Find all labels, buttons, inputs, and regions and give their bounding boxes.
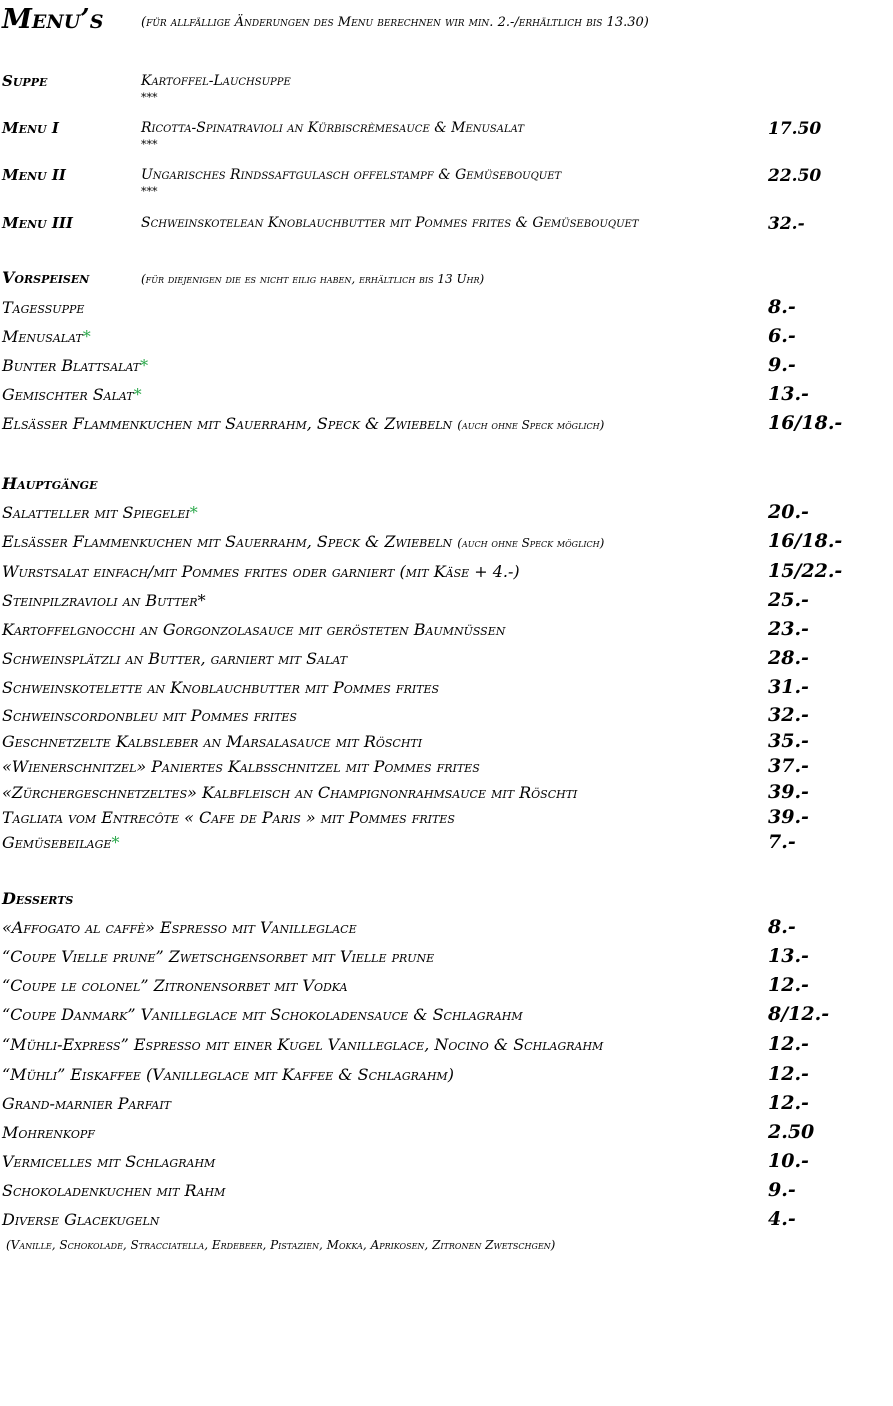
desserts-item-price: 2.50 xyxy=(768,1121,815,1143)
hauptgaenge-item xyxy=(2,783,577,802)
desserts-item-price: 4.- xyxy=(768,1208,796,1230)
hauptgaenge-item-price: 37.- xyxy=(768,755,809,777)
hauptgaenge-item-remark: (auch ohne Speck möglich) xyxy=(457,536,605,550)
menu-description: Kartoffel-Lauchsuppe xyxy=(141,73,291,89)
menu-label: Menu II xyxy=(2,166,66,184)
hauptgaenge-item-price: 16/18.- xyxy=(768,530,843,552)
desserts-item xyxy=(2,1210,159,1229)
vorspeisen-note: (für diejenigen die es nicht eilig haben, erhältlich bis 13 Uhr) xyxy=(141,272,485,286)
section-heading-vorspeisen: Vorspeisen xyxy=(2,268,90,287)
desserts-item-name: Vermicelles mit Schlagrahm xyxy=(2,1152,216,1171)
hauptgaenge-item xyxy=(2,706,297,725)
hauptgaenge-item-name: Salatteller mit Spiegelei xyxy=(2,503,190,522)
desserts-item-price: 8/12.- xyxy=(768,1003,830,1025)
hauptgaenge-item-price: 28.- xyxy=(768,647,809,669)
vorspeisen-item-price: 6.- xyxy=(768,325,796,347)
vorspeisen-item-name: Tagessuppe xyxy=(2,298,85,317)
vegetarian-star: * xyxy=(111,833,120,852)
hauptgaenge-item-price: 32.- xyxy=(768,704,809,726)
desserts-item-price: 8.- xyxy=(768,916,796,938)
hauptgaenge-item-price: 39.- xyxy=(768,781,809,803)
hauptgaenge-item-price: 35.- xyxy=(768,730,809,752)
menu-description: Ungarisches Rindssaftgulasch offelstampf & Gemüsebouquet xyxy=(141,167,562,183)
desserts-item-name: “Mühli-Express” Espresso mit einer Kugel Vanilleglace, Nocino & Schlagrahm xyxy=(2,1035,604,1054)
desserts-item-name: “Coupe Danmark” Vanilleglace mit Schokoladensauce & Schlagrahm xyxy=(2,1005,523,1024)
menu-description: Ricotta-Spinatravioli an Kürbiscrèmesauce & Menusalat xyxy=(141,120,524,136)
vorspeisen-item xyxy=(2,356,148,375)
desserts-item-name: Diverse Glacekugeln xyxy=(2,1210,160,1229)
hauptgaenge-item xyxy=(2,678,439,697)
hauptgaenge-item xyxy=(2,503,198,522)
desserts-item-name: “Coupe Vielle prune” Zwetschgensorbet mit Vielle prune xyxy=(2,947,435,966)
vorspeisen-item-remark: (auch ohne Speck möglich) xyxy=(457,418,605,432)
vorspeisen-item-name: Bunter Blattsalat xyxy=(2,356,141,375)
menu-row xyxy=(0,119,893,151)
hauptgaenge-item xyxy=(2,833,119,852)
menu-label: Menu III xyxy=(2,214,73,232)
section-heading-desserts: Desserts xyxy=(2,889,74,908)
desserts-item xyxy=(2,1065,454,1084)
menu-note: (für allfällige Änderungen des Menu berechnen wir min. 2.-/erhältlich bis 13.30) xyxy=(141,15,649,30)
hauptgaenge-item-name: Kartoffelgnocchi an Gorgonzolasauce mit gerösteten Baumnüssen xyxy=(2,620,506,639)
vorspeisen-item xyxy=(2,298,84,317)
hauptgaenge-item-price: 15/22.- xyxy=(768,560,843,582)
desserts-item-name: «Affogato al caffè» Espresso mit Vanilleglace xyxy=(2,918,357,937)
vorspeisen-item xyxy=(2,327,91,346)
hauptgaenge-item-name: «Zürchergeschnetzeltes» Kalbfleisch an Champignonrahmsauce mit Röschti xyxy=(2,783,578,802)
hauptgaenge-item-name: «Wienerschnitzel» Paniertes Kalbsschnitzel mit Pommes frites xyxy=(2,757,480,776)
menu-price: 32.- xyxy=(768,214,805,234)
menu-description: Schweinskotelean Knoblauchbutter mit Pommes frites & Gemüsebouquet xyxy=(141,215,639,231)
hauptgaenge-item-name: Gemüsebeilage xyxy=(2,833,112,852)
hauptgaenge-item-name: Elsässer Flammenkuchen mit Sauerrahm, Speck & Zwiebeln xyxy=(2,532,453,551)
hauptgaenge-item xyxy=(2,532,604,551)
desserts-item-price: 12.- xyxy=(768,1063,809,1085)
desserts-item-name: Grand-marnier Parfait xyxy=(2,1094,172,1113)
hauptgaenge-item xyxy=(2,591,206,610)
hauptgaenge-item-price: 39.- xyxy=(768,806,809,828)
desserts-item-price: 12.- xyxy=(768,1092,809,1114)
desserts-item xyxy=(2,1181,225,1200)
hauptgaenge-item xyxy=(2,620,505,639)
hauptgaenge-item xyxy=(2,562,520,581)
menu-label: Suppe xyxy=(2,72,48,90)
menu-separator: *** xyxy=(141,91,158,104)
desserts-item xyxy=(2,918,357,937)
hauptgaenge-item-name: Schweinscordonbleu mit Pommes frites xyxy=(2,706,297,725)
vorspeisen-item-name: Menusalat xyxy=(2,327,83,346)
glace-flavours-footnote: (Vanille, Schokolade, Stracciatella, Erdebeer, Pistazien, Mokka, Aprikosen, Zitronen Zwetschgen) xyxy=(6,1238,556,1252)
hauptgaenge-item xyxy=(2,808,455,827)
hauptgaenge-item-name: Steinpilzravioli an Butter* xyxy=(2,591,206,610)
hauptgaenge-item xyxy=(2,732,422,751)
hauptgaenge-item-name: Wurstsalat einfach/mit Pommes frites oder garniert (mit Käse + 4.-) xyxy=(2,562,520,581)
vorspeisen-item-price: 13.- xyxy=(768,383,809,405)
desserts-item xyxy=(2,1005,523,1024)
desserts-item xyxy=(2,1152,215,1171)
section-heading-hauptgaenge: Hauptgänge xyxy=(2,474,98,493)
desserts-item-price: 10.- xyxy=(768,1150,809,1172)
menu-row xyxy=(0,166,893,198)
vorspeisen-item-name: Elsässer Flammenkuchen mit Sauerrahm, Speck & Zwiebeln xyxy=(2,414,453,433)
desserts-item-name: Schokoladenkuchen mit Rahm xyxy=(2,1181,226,1200)
hauptgaenge-item-name: Schweinskotelette an Knoblauchbutter mit Pommes frites xyxy=(2,678,440,697)
menu-price: 17.50 xyxy=(768,119,822,139)
vorspeisen-item-price: 16/18.- xyxy=(768,412,843,434)
hauptgaenge-item-name: Geschnetzelte Kalbsleber an Marsalasauce mit Röschti xyxy=(2,732,423,751)
vorspeisen-item xyxy=(2,385,142,404)
desserts-item-name: “Mühli” Eiskaffee (Vanilleglace mit Kaffee & Schlagrahm) xyxy=(2,1065,454,1084)
vorspeisen-item-price: 8.- xyxy=(768,296,796,318)
hauptgaenge-item-price: 23.- xyxy=(768,618,809,640)
menu-price: 22.50 xyxy=(768,166,822,186)
menu-separator: *** xyxy=(141,138,158,151)
desserts-item-price: 9.- xyxy=(768,1179,796,1201)
desserts-item-price: 13.- xyxy=(768,945,809,967)
vegetarian-star: * xyxy=(82,327,91,346)
desserts-item-price: 12.- xyxy=(768,974,809,996)
vorspeisen-item-price: 9.- xyxy=(768,354,796,376)
vorspeisen-item xyxy=(2,414,604,433)
vorspeisen-item-name: Gemischter Salat xyxy=(2,385,134,404)
vegetarian-star: * xyxy=(189,503,198,522)
menu-row xyxy=(0,72,893,104)
hauptgaenge-item-name: Tagliata vom Entrecôte « Cafe de Paris » mit Pommes frites xyxy=(2,808,455,827)
page-title: Menu’s xyxy=(2,4,104,35)
desserts-item-price: 12.- xyxy=(768,1033,809,1055)
desserts-item xyxy=(2,976,348,995)
hauptgaenge-item-price: 31.- xyxy=(768,676,809,698)
vegetarian-star: * xyxy=(133,385,142,404)
hauptgaenge-item xyxy=(2,757,480,776)
hauptgaenge-item-price: 25.- xyxy=(768,589,809,611)
desserts-item-name: “Coupe le colonel” Zitronensorbet mit Vodka xyxy=(2,976,348,995)
menu-row xyxy=(0,214,893,238)
hauptgaenge-item-price: 7.- xyxy=(768,831,796,853)
desserts-item xyxy=(2,947,434,966)
hauptgaenge-item-price: 20.- xyxy=(768,501,809,523)
menu-label: Menu I xyxy=(2,119,59,137)
hauptgaenge-item-name: Schweinsplätzli an Butter, garniert mit Salat xyxy=(2,649,348,668)
menu-separator: *** xyxy=(141,185,158,198)
vegetarian-star: * xyxy=(140,356,149,375)
desserts-item xyxy=(2,1094,171,1113)
desserts-item xyxy=(2,1123,95,1142)
desserts-item xyxy=(2,1035,603,1054)
desserts-item-name: Mohrenkopf xyxy=(2,1123,95,1142)
hauptgaenge-item xyxy=(2,649,347,668)
